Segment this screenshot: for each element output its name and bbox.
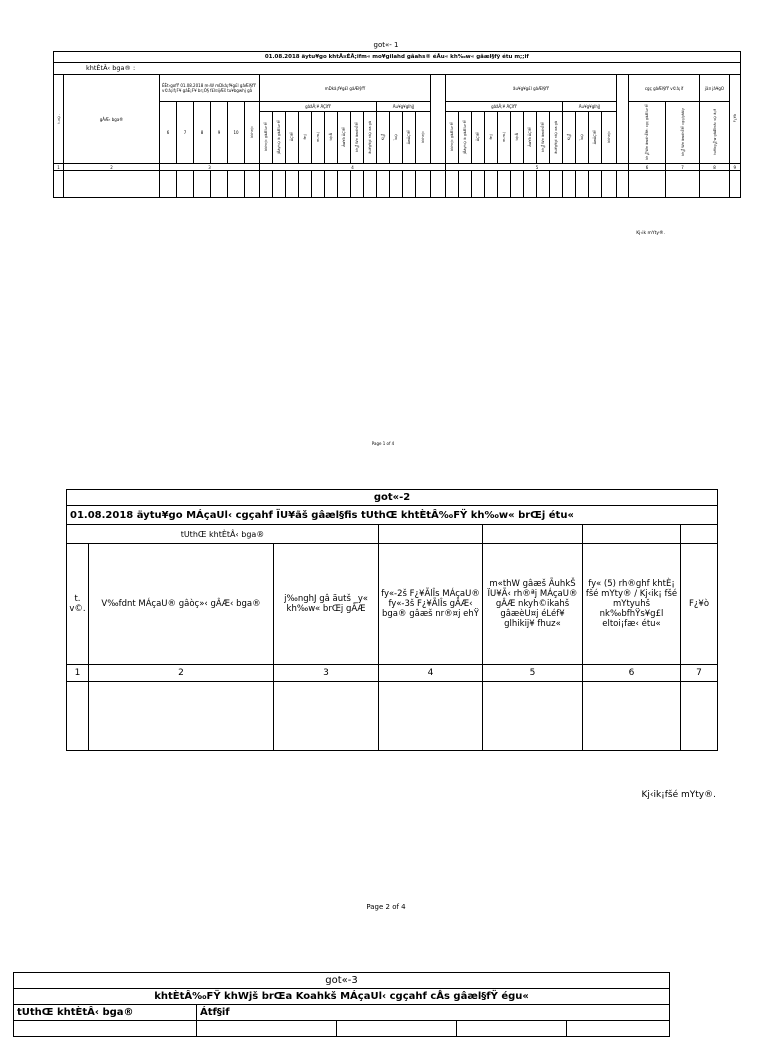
detail-col-2: jÅáyh©ik gâÆl§fŸ bbox=[277, 119, 281, 155]
detail-col-b11: Ïu© bbox=[580, 133, 584, 141]
form-2-num-7: 7 bbox=[681, 665, 718, 682]
col-sno-header: t.v©. bbox=[56, 113, 61, 124]
col-post-name-header: gÂÆ‹ bga® bbox=[64, 75, 160, 164]
detail-col-b5: m.m.j bbox=[502, 131, 506, 143]
sub-vacant-header: Ãu¥g¥glhjJ bbox=[377, 102, 431, 112]
form-3-title: khtÈtÂ‰FŸ khWjš brŒa Koahkš MÁçaUl‹ cgçahf cÅs gâæl§fŸ égu« bbox=[14, 989, 670, 1005]
form-2-num-6: 6 bbox=[583, 665, 681, 682]
form-2-col-7: F¿¥ò bbox=[681, 544, 718, 665]
num-cell-7: 7 bbox=[666, 164, 700, 171]
detail-col-13: bkh¤j« bbox=[421, 131, 425, 143]
page-1-footer: Page 1 of 4 bbox=[371, 441, 395, 446]
group-sanctioned-header: mDkâ¡f¥g£l gâÆl§fŸ bbox=[260, 75, 431, 102]
num-cell-5: 5 bbox=[446, 164, 629, 171]
detail-col-b8: kh‰W¤ âwdhËfŸ bbox=[541, 121, 545, 153]
num-cell-3: 3 bbox=[160, 164, 260, 171]
form-2-col-6: fy« (5) rh®ghf khtÈ¡ fšé mYty® / Kj‹ik¡ fšé mYtyuhš nk‰bfhŸs¥g£l eltoi¡fæ‹ étu« bbox=[583, 544, 681, 665]
num-cell-6: 6 bbox=[629, 164, 666, 171]
form-2-label: got«-2 bbox=[67, 490, 718, 506]
form-2-col-4: fy«-2š F¿¥ÃlÎs MÁçaU® fy«-3š F¿¥ÃlÎs gÂÆ‹ bga® gâæš nr®¤j ehŸ bbox=[379, 544, 483, 665]
detail-col-8: kh‰W¤ âwdhËfŸ bbox=[355, 121, 359, 153]
form-2-district-label: tUthŒ khtÈtÂ‹ bga® bbox=[67, 525, 379, 544]
detail-col-11: Ïu© bbox=[394, 133, 398, 141]
form-2-num-4: 4 bbox=[379, 665, 483, 682]
detail-col-5: m.m.j bbox=[316, 131, 320, 143]
form-2-col-1: t. v©. bbox=[67, 544, 89, 665]
surplus-count-header: kh‰W¤ âwdhËfë‹ cgç gâÆl§fŸ bbox=[645, 104, 649, 160]
detail-col-3: ÃÇîfŸ bbox=[290, 132, 294, 142]
form-2-col-5: m«thW gâæš ÃuhkŠ ÏU¥Ã‹ rh®ªj MÁçaU® gÂÆ nkyh©ikahš gâæèU¤j éLéf¥ glhikij¥ fhuz« bbox=[483, 544, 583, 665]
detail-col-b12: ÃwÃÇîfŸ bbox=[593, 129, 597, 145]
sub-num-6: 6 bbox=[160, 102, 177, 164]
form-2-num-2: 2 bbox=[89, 665, 274, 682]
district-name-label: khtÈtÂ‹ bga® : bbox=[54, 63, 741, 75]
surplus-transfer-header: kh‰W¤ âwdhËfŸ cgç/gâãiy bbox=[680, 108, 685, 156]
detail-col-b13: bkh¤j« bbox=[607, 131, 611, 143]
form-3-district-value: Átf§if bbox=[197, 1005, 670, 1021]
form-2-col-2: V‰fdnt MÁçaU® gâòç»‹ gÂÆ‹ bga® bbox=[89, 544, 274, 665]
num-cell-8: 8 bbox=[700, 164, 730, 171]
sub-filled-header-2: gâãÅ;¥ ÃÇîfŸ bbox=[446, 102, 563, 112]
num-cell-9: 9 bbox=[730, 164, 741, 171]
sub-num-8: 8 bbox=[194, 102, 211, 164]
form-1-title: 01.08.2018 äytu¥go khtÅ¤ÉÅ;ifm« mo¥gilahd gâahs® éÅu« kh‰w« gâæl§fÿ étu m;;if bbox=[54, 52, 741, 63]
form-1-label: got«- 1 bbox=[373, 41, 399, 49]
sub-vacant-header-2: Ãu¥g¥glhjJ bbox=[563, 102, 617, 112]
detail-col-12: ÃwÃÇîfŸ bbox=[407, 129, 411, 145]
detail-col-b6: t¢rÅ bbox=[515, 133, 519, 141]
sub-total-header: bkh¤j« bbox=[250, 126, 254, 138]
form-2-title: 01.08.2018 äytu¥go MÁçaUl‹ cgçahf ÏU¥ãš gâæl§fis tUthŒ khtÈtÂ‰FŸ kh‰w« brŒj étu« bbox=[67, 506, 718, 525]
form-1-empty-row bbox=[54, 171, 741, 198]
form-3-district-label: tUthŒ khtÈtÂ‹ bga® bbox=[14, 1005, 197, 1021]
form-2-num-1: 1 bbox=[67, 665, 89, 682]
num-cell-1: 1 bbox=[54, 164, 64, 171]
sub-num-7: 7 bbox=[177, 102, 194, 164]
sub-num-10: 10 bbox=[228, 102, 245, 164]
remarks-header: F¿¥ò bbox=[732, 114, 737, 123]
page-2-footer: Page 2 of 4 bbox=[366, 903, 406, 911]
detail-col-1: bkh¤j« gâÆl§fŸ bbox=[264, 122, 268, 152]
detail-col-b2: jÅáyh©ik gâÆl§fŸ bbox=[463, 119, 467, 155]
detail-col-b1: bkh¤j« gâÆl§fŸ bbox=[450, 122, 454, 152]
col-sanctioned-header: ÉÈt‹gofŸ 01.08.2018 m‹W mDkâ¡f¥g£l gâÆl§fŸ v©â¡if¡F¥ gâÈ¡F¥ br¡Ó§ f£l¤ijÆš tu¥bgwhj gâ bbox=[160, 75, 260, 102]
num-cell-2: 2 bbox=[64, 164, 160, 171]
form-2-num-5: 5 bbox=[483, 665, 583, 682]
num-cell-4: 4 bbox=[260, 164, 446, 171]
detail-col-b4: fe;j bbox=[489, 134, 493, 140]
form-2-empty-row bbox=[67, 682, 718, 751]
surplus-header: cgç gâÆl§fŸ v©â¡if bbox=[629, 75, 700, 102]
received-count-header: tu¥bg‰w gâÆl¤â‹ v©â¡if bbox=[712, 109, 717, 155]
form-2-signature: Kj‹ik¡fšé mYty®. bbox=[641, 790, 716, 800]
detail-col-b7: Ãw¥ò ÃÇîfŸ bbox=[528, 127, 532, 147]
form-3-table bbox=[13, 972, 670, 1037]
group-filled-header: ãu¥g¥g£l gâÆl§fŸ bbox=[446, 75, 617, 102]
sub-num-9: 9 bbox=[211, 102, 228, 164]
detail-col-9: ãu¥g¥gl nt©oa gâ bbox=[368, 120, 372, 154]
detail-col-6: t¢rÅ bbox=[329, 133, 333, 141]
form-2-num-3: 3 bbox=[274, 665, 379, 682]
form-3-label: got«-3 bbox=[14, 973, 670, 989]
hold-header: jä¤ jâ¥gO bbox=[700, 75, 730, 102]
detail-col-b9: ãu¥g¥gl nt©oa gâ bbox=[554, 120, 558, 154]
detail-col-b10: Kj‰ bbox=[567, 133, 571, 141]
form-2-table bbox=[66, 489, 718, 751]
detail-col-4: fe;j bbox=[303, 134, 307, 140]
detail-col-b3: ÃÇîfŸ bbox=[476, 132, 480, 142]
sub-filled-header: gâãÅ;¥ ÃÇîfŸ bbox=[260, 102, 377, 112]
detail-col-10: Kj‰ bbox=[381, 133, 385, 141]
form-1-table bbox=[53, 51, 741, 198]
form-1-signature: Kj‹ik mYty®. bbox=[636, 231, 665, 236]
form-2-col-3: j‰nghJ gâ ãutš _y« kh‰w« brŒj gÂÆ bbox=[274, 544, 379, 665]
detail-col-7: Ãw¥ò ÃÇîfŸ bbox=[342, 127, 346, 147]
